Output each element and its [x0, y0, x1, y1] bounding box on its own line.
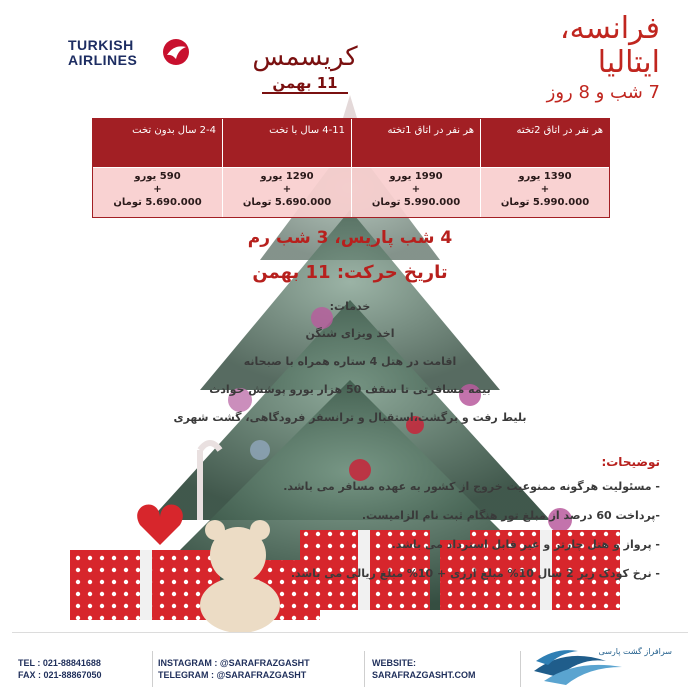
- fax-number: FAX : 021-88867050: [18, 670, 102, 680]
- christmas-heading: [240, 42, 370, 94]
- airline-name-line1: TURKISH: [68, 37, 134, 53]
- note-item: -پرداخت 60 درصد از مبلغ تور هنگام ثبت نام الزامیست.: [361, 509, 660, 522]
- price-plus: +: [411, 184, 421, 195]
- price-column-double: [480, 119, 609, 217]
- price-column-single: [351, 119, 480, 217]
- price-column-values: [481, 167, 609, 217]
- footer-divider: [520, 651, 521, 687]
- price-column-header: 4-11 سال با تخت: [223, 119, 351, 167]
- agency-logo: [526, 637, 676, 689]
- christmas-date: 11 بهمن: [262, 74, 347, 94]
- service-item: اقامت در هتل 4 ستاره همراه با صبحانه: [243, 355, 457, 368]
- notes-title: توضیحات:: [601, 455, 660, 469]
- price-column-header: هر نفر در اتاق 2تخته: [481, 119, 609, 167]
- turkish-airlines-bird-icon: [160, 38, 192, 66]
- price-plus: +: [153, 184, 162, 195]
- title-italy: ایتالیا: [597, 45, 660, 80]
- agency-name: سرافراز گشت پارسی: [598, 647, 672, 656]
- price-column-child-no-bed: [93, 119, 222, 217]
- christmas-title: کریسمس: [252, 42, 358, 72]
- price-column-child-with-bed: [222, 119, 351, 217]
- phone-contacts: [18, 657, 102, 681]
- departure-date: تاریخ حرکت: 11 بهمن: [252, 262, 448, 283]
- price-column-values: [352, 167, 480, 217]
- note-item: - پرواز و هتل چارتر و غیر قابل استرداد می باشد.: [391, 538, 660, 551]
- airline-logo: [68, 36, 198, 70]
- price-plus: +: [282, 184, 292, 195]
- price-column-header: 2-4 سال بدون تخت: [93, 119, 222, 167]
- contact-footer: [12, 632, 688, 692]
- website-label: WEBSITE:: [372, 658, 416, 668]
- note-item: - نرخ کودک زیر 2 سال 10% مبلغ ارزی + 10% مبلغ ریالی می باشد.: [290, 567, 660, 580]
- price-eur: 1390 یورو: [518, 171, 572, 182]
- price-toman: 5.990.000 تومان: [371, 197, 461, 208]
- footer-divider: [152, 651, 153, 687]
- itinerary-nights: 4 شب پاریس، 3 شب رم: [247, 228, 453, 248]
- price-column-header: هر نفر در اتاق 1تخته: [352, 119, 480, 167]
- price-column-values: [223, 167, 351, 217]
- price-column-values: [93, 167, 222, 217]
- tour-duration: 7 شب و 8 روز: [546, 82, 660, 103]
- service-item: بلیط رفت و برگشت،استقبال و ترانسفر فرودگاهی، گشت شهری: [173, 411, 527, 424]
- price-toman: 5.990.000 تومان: [500, 197, 590, 208]
- note-item: - مسئولیت هرگونه ممنوعیت خروج از کشور به عهده مسافر می باشد.: [283, 480, 660, 493]
- airline-name-line2: AIRLINES: [68, 52, 138, 68]
- notes-list: [100, 480, 660, 596]
- phone-number: TEL : 021-88841688: [18, 658, 101, 668]
- price-eur: 1290 یورو: [260, 171, 314, 182]
- title-france: فرانسه،: [559, 11, 660, 46]
- social-contacts: [158, 657, 310, 681]
- services-title: خدمات:: [329, 300, 371, 313]
- price-toman: 5.690.000 تومان: [113, 197, 202, 208]
- instagram-handle: INSTAGRAM : @SARAFRAZGASHT: [158, 658, 310, 668]
- airline-wordmark: [68, 38, 137, 68]
- price-toman: 5.690.000 تومان: [242, 197, 332, 208]
- services-section: [130, 300, 570, 439]
- price-eur: 590 یورو: [134, 171, 181, 182]
- website-contact: [372, 657, 476, 681]
- telegram-handle: TELEGRAM : @SARAFRAZGASHT: [158, 670, 307, 680]
- agency-wave-icon: [526, 637, 676, 689]
- service-item: بیمه مسافرتی تا سقف 50 هزار یورو پوشش حوادث: [209, 383, 491, 396]
- service-item: اخذ ویزای شنگن: [305, 327, 395, 340]
- price-plus: +: [540, 184, 550, 195]
- price-eur: 1990 یورو: [389, 171, 443, 182]
- footer-divider: [364, 651, 365, 687]
- website-link[interactable]: SARAFRAZGASHT.COM: [372, 670, 476, 680]
- destination-title: [420, 12, 660, 104]
- price-table: [92, 118, 610, 218]
